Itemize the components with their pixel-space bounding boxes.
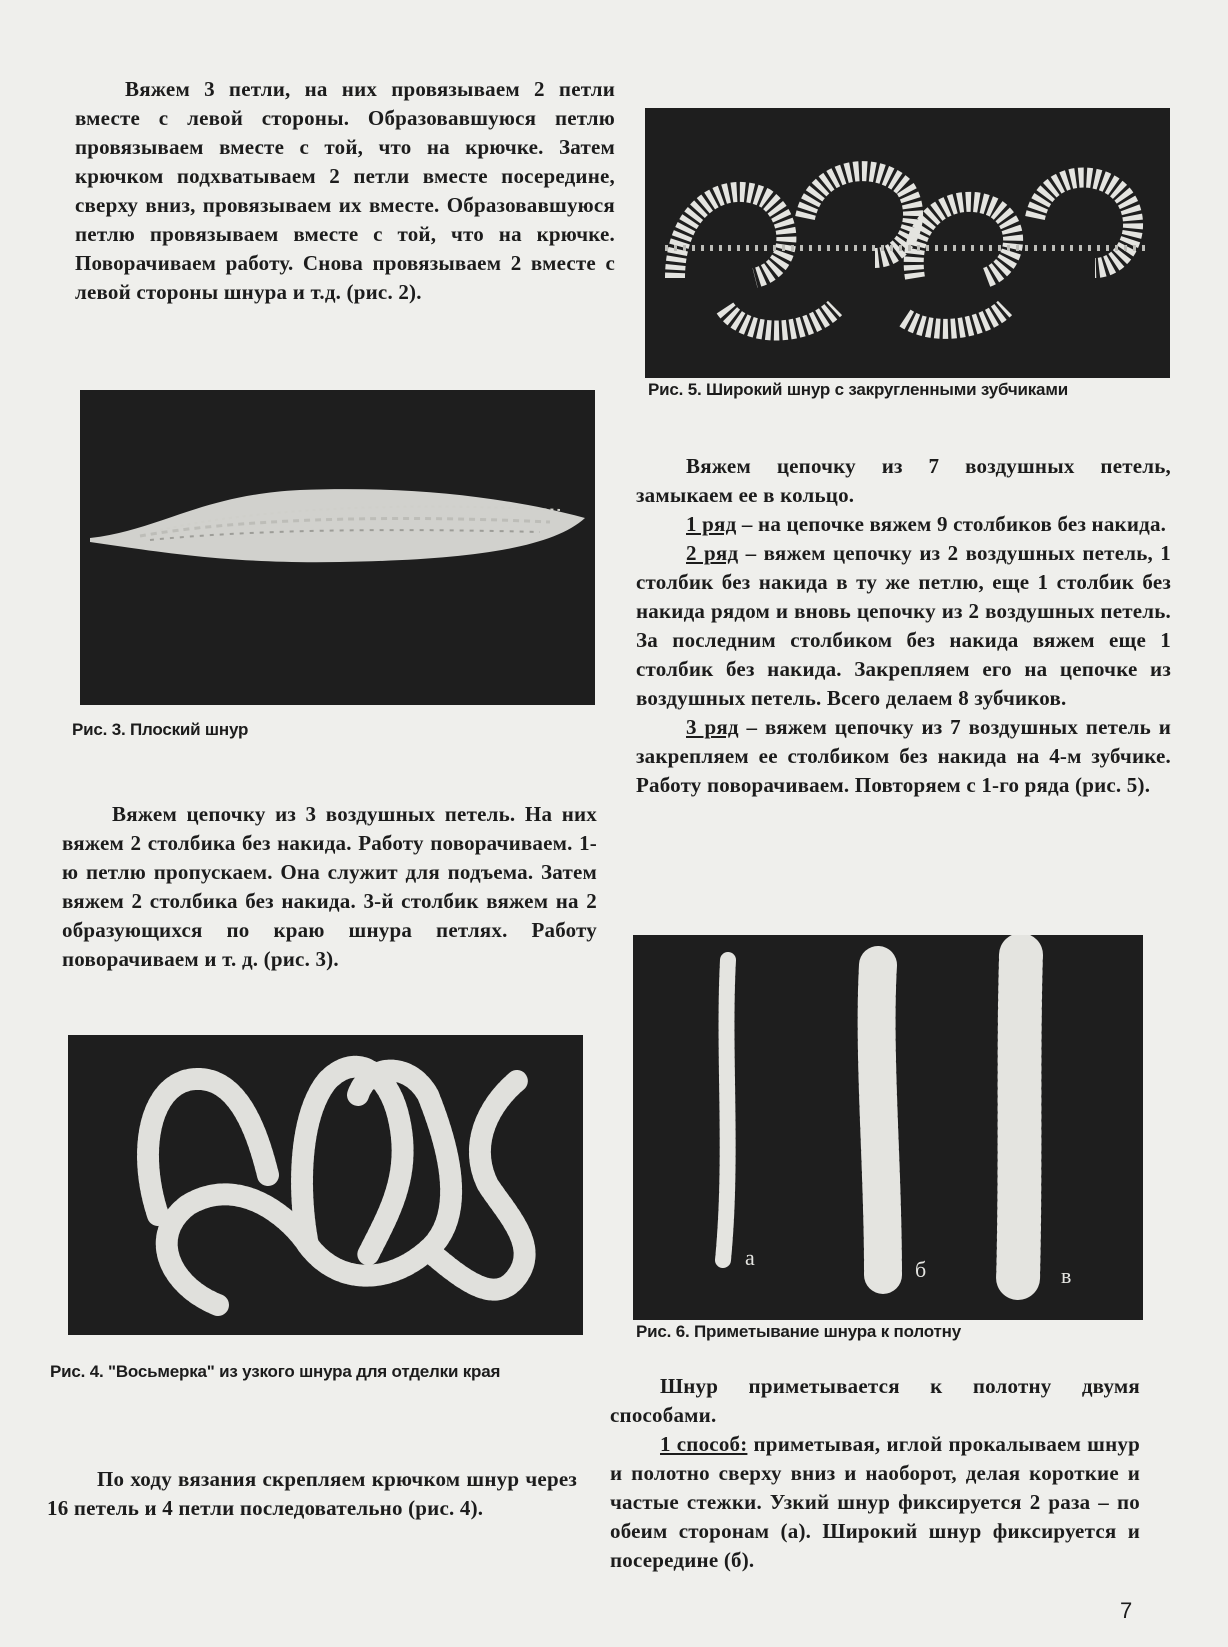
- intro-paragraph: Вяжем 3 петли, на них провязываем 2 петли вместе с левой стороны. Образовавшуюся петлю провязываем вместе с той, что на крючке. Затем крючком подхватываем 2 петли вместе посередине, сверху вниз, провязываем их вместе. Образовавшуюся петлю провязываем вместе с той, что на крючке. Поворачиваем работу. Снова провязываем 2 вместе с левой стороны шнура и т.д. (рис. 2).: [75, 77, 615, 304]
- row1-text: – на цепочке вяжем 9 столбиков без накида.: [736, 512, 1167, 536]
- label-a: а: [745, 1245, 755, 1270]
- figure-4-figure-eight-photo: [68, 1035, 583, 1335]
- row3-paragraph: [636, 713, 1171, 800]
- figure-6-basting-photo: [633, 935, 1143, 1320]
- label-b: б: [915, 1257, 927, 1282]
- row3-label: 3 ряд: [686, 715, 739, 739]
- figure-5-wide-cord-photo: [645, 108, 1170, 378]
- row2-label: 2 ряд: [686, 541, 739, 565]
- label-v: в: [1061, 1263, 1072, 1288]
- flat-cord-paragraph: Вяжем цепочку из 3 воздушных петель. На них вяжем 2 столбика без накида. Работу поворачиваем. 1-ю петлю пропускаем. Она служит для подъема. Затем вяжем 2 столбика без накида. 3-й столбик вяжем на 2 образующихся по краю шнура петлях. Работу поворачиваем и т. д. (рис. 3).: [62, 802, 597, 971]
- row2-text: – вяжем цепочку из 2 воздушных петель, 1 столбик без накида в ту же петлю, еще 1 столбик без накида рядом и вновь цепочку из 2 воздушных петель. За последним столбиком без накида вяжем еще 1 столбик без накида. Закрепляем его на цепочке из воздушных петель. Всего делаем 8 зубчиков.: [636, 541, 1171, 710]
- figure-5-caption: Рис. 5. Широкий шнур с закругленными зубчиками: [648, 380, 1068, 399]
- figure-6-caption: Рис. 6. Приметывание шнура к полотну: [636, 1322, 961, 1341]
- figure-4-caption: Рис. 4. "Восьмерка" из узкого шнура для отделки края: [50, 1362, 501, 1381]
- row1-paragraph: [636, 510, 1171, 539]
- row3-text: – вяжем цепочку из 7 воздушных петель и закрепляем ее столбиком без накида на 4-м зубчике. Работу поворачиваем. Повторяем с 1-го ряда (рис. 5).: [636, 715, 1172, 797]
- figure-3-flat-cord-photo: [80, 390, 595, 705]
- basting-instructions: [610, 1372, 1140, 1575]
- chain-paragraph: Вяжем цепочку из 7 воздушных петель, замыкаем ее в кольцо.: [636, 454, 1171, 507]
- wide-cord-instructions: [636, 452, 1171, 800]
- basting-intro: Шнур приметывается к полотну двумя способами.: [610, 1374, 1140, 1427]
- page-number: 7: [1120, 1598, 1133, 1623]
- figure-3-caption: Рис. 3. Плоский шнур: [72, 720, 249, 739]
- method-label: 1 способ:: [660, 1432, 748, 1456]
- method-text: приметывая, иглой прокалываем шнур и полотно сверху вниз и наоборот, делая короткие и частые стежки. Узкий шнур фиксируется 2 раза – по обеим сторонам (а). Широкий шнур фиксируется и посередине (б).: [610, 1432, 1140, 1572]
- row1-label: 1 ряд: [686, 512, 737, 536]
- attach-paragraph: По ходу вязания скрепляем крючком шнур через 16 петель и 4 петли последовательно (рис. 4).: [47, 1467, 577, 1520]
- row2-paragraph: [636, 539, 1171, 713]
- method-paragraph: [610, 1430, 1140, 1575]
